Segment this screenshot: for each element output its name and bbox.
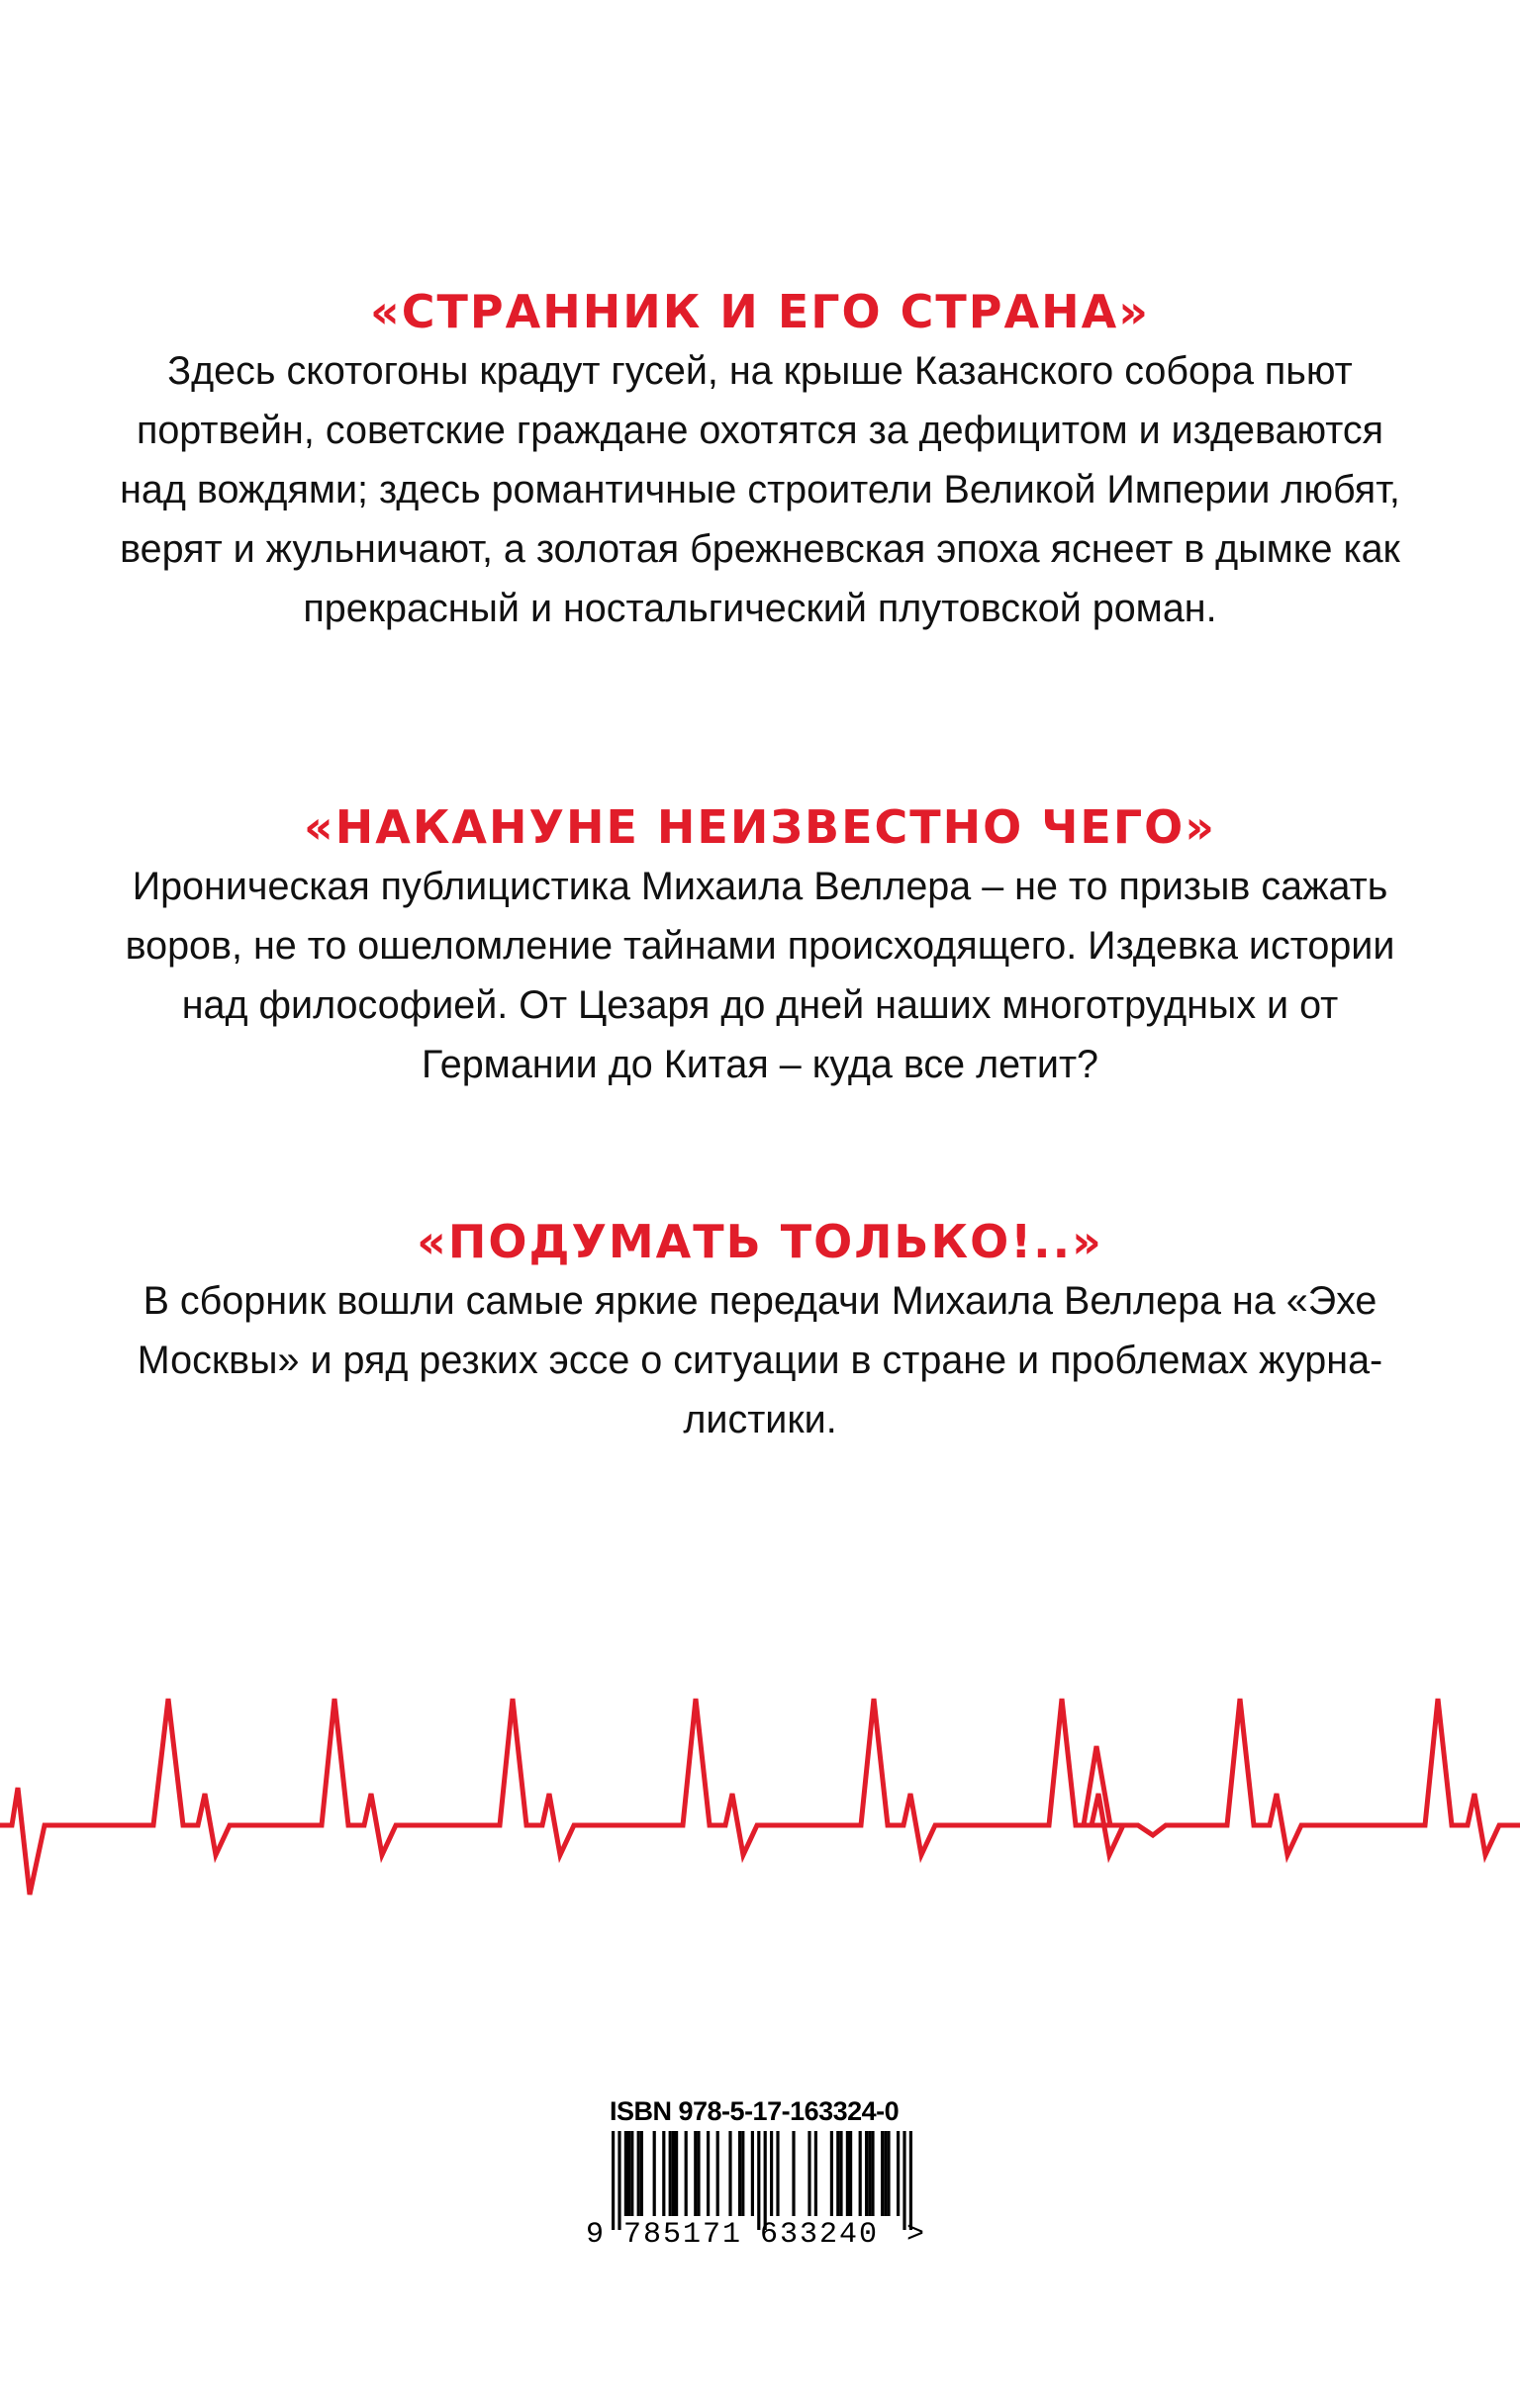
barcode-bar (685, 2131, 688, 2216)
barcode-bar (909, 2131, 912, 2230)
barcode-bar (770, 2131, 773, 2216)
barcode-bar (707, 2131, 710, 2216)
heartbeat-path (0, 1699, 1520, 1895)
section-text-line: В сборник вошли самые яркие передачи Михаила Веллера на «Эхе (142, 1279, 1378, 1323)
barcode-digits-right: 633240 (760, 2218, 880, 2246)
barcode-bar (738, 2131, 741, 2216)
section-nakanune (59, 797, 1461, 1094)
barcode-bar (728, 2131, 731, 2216)
section-text-line: над философией. От Цезаря до дней наших многотрудных и от (181, 983, 1339, 1027)
section-text-line: Москвы» и ряд резких эссе о ситуации в стране и проблемах журна- (137, 1339, 1383, 1382)
isbn-barcode-block (584, 2095, 940, 2246)
section-text-line: над вождями; здесь романтичные строители Великой Империи любят, (120, 468, 1400, 511)
barcode-bar (672, 2131, 675, 2216)
barcode-bar (741, 2131, 744, 2216)
barcode-bar (669, 2131, 672, 2216)
barcode-bar (776, 2131, 779, 2216)
barcode-bar (897, 2131, 900, 2216)
section-strannik (59, 282, 1461, 638)
barcode-bar (630, 2131, 633, 2216)
barcode-bar (859, 2131, 862, 2216)
barcode-bar (653, 2131, 656, 2216)
barcode-bar (881, 2131, 884, 2216)
barcode-bar (902, 2131, 905, 2230)
barcode-bar (627, 2131, 630, 2216)
barcode-bar (871, 2131, 874, 2216)
barcode-bar (751, 2131, 754, 2216)
section-text-line: листики. (683, 1398, 837, 1441)
isbn-label: ISBN 978-5-17-163324-0 (610, 2096, 900, 2126)
barcode-bar (694, 2131, 697, 2216)
barcode-bar (612, 2131, 615, 2230)
section-title: «НАКАНУНЕ НЕИЗВЕСТНО ЧЕГО» (304, 800, 1216, 854)
barcode-bar (830, 2131, 833, 2216)
barcode-bar (887, 2131, 890, 2216)
barcode-bar (865, 2131, 868, 2216)
barcode-bar (884, 2131, 887, 2216)
barcode-bar (640, 2131, 643, 2216)
section-title: «СТРАННИК И ЕГО СТРАНА» (370, 285, 1150, 338)
ean13-barcode (584, 2131, 940, 2246)
section-text-line: Здесь скотогоны крадут гусей, на крыше Казанского собора пьют (167, 349, 1353, 393)
section-podumat (59, 1212, 1461, 1449)
section-text-line: воров, не то ошеломление тайнами происходящего. Издевка истории (125, 924, 1395, 968)
barcode-bar (792, 2131, 795, 2216)
barcode-bar (757, 2131, 760, 2230)
section-text-line: прекрасный и ностальгический плутовской роман. (303, 587, 1217, 630)
barcode-bar (846, 2131, 849, 2216)
section-text-line: Ироническая публицистика Михаила Веллера – не то призыв сажать (132, 865, 1388, 908)
barcode-bar (868, 2131, 871, 2216)
barcode-digits-left: 785171 (623, 2218, 743, 2246)
barcode-bar (764, 2131, 767, 2230)
barcode-bar (624, 2131, 627, 2216)
section-text-line: верят и жульничают, а золотая брежневская эпоха яснеет в дымке как (120, 527, 1400, 571)
section-text-line: портвейн, советские граждане охотятся за дефицитом и издеваются (136, 409, 1384, 452)
barcode-bar (836, 2131, 839, 2216)
section-text-line: Германии до Китая – куда все летит? (421, 1043, 1099, 1086)
heartbeat-line-graphic (0, 1677, 1520, 1914)
barcode-quiet-mark: > (906, 2218, 925, 2246)
barcode-bar (814, 2131, 817, 2216)
barcode-bar (849, 2131, 852, 2216)
barcode-bar (637, 2131, 640, 2216)
barcode-bar (839, 2131, 842, 2216)
barcode-bar (675, 2131, 678, 2216)
barcode-bar (716, 2131, 719, 2216)
barcode-bar (808, 2131, 810, 2216)
barcode-bars (612, 2131, 912, 2230)
barcode-bar (618, 2131, 620, 2230)
barcode-digit-first: 9 (586, 2218, 605, 2246)
section-title: «ПОДУМАТЬ ТОЛЬКО!..» (417, 1215, 1103, 1268)
barcode-bar (697, 2131, 700, 2216)
barcode-bar (662, 2131, 665, 2216)
